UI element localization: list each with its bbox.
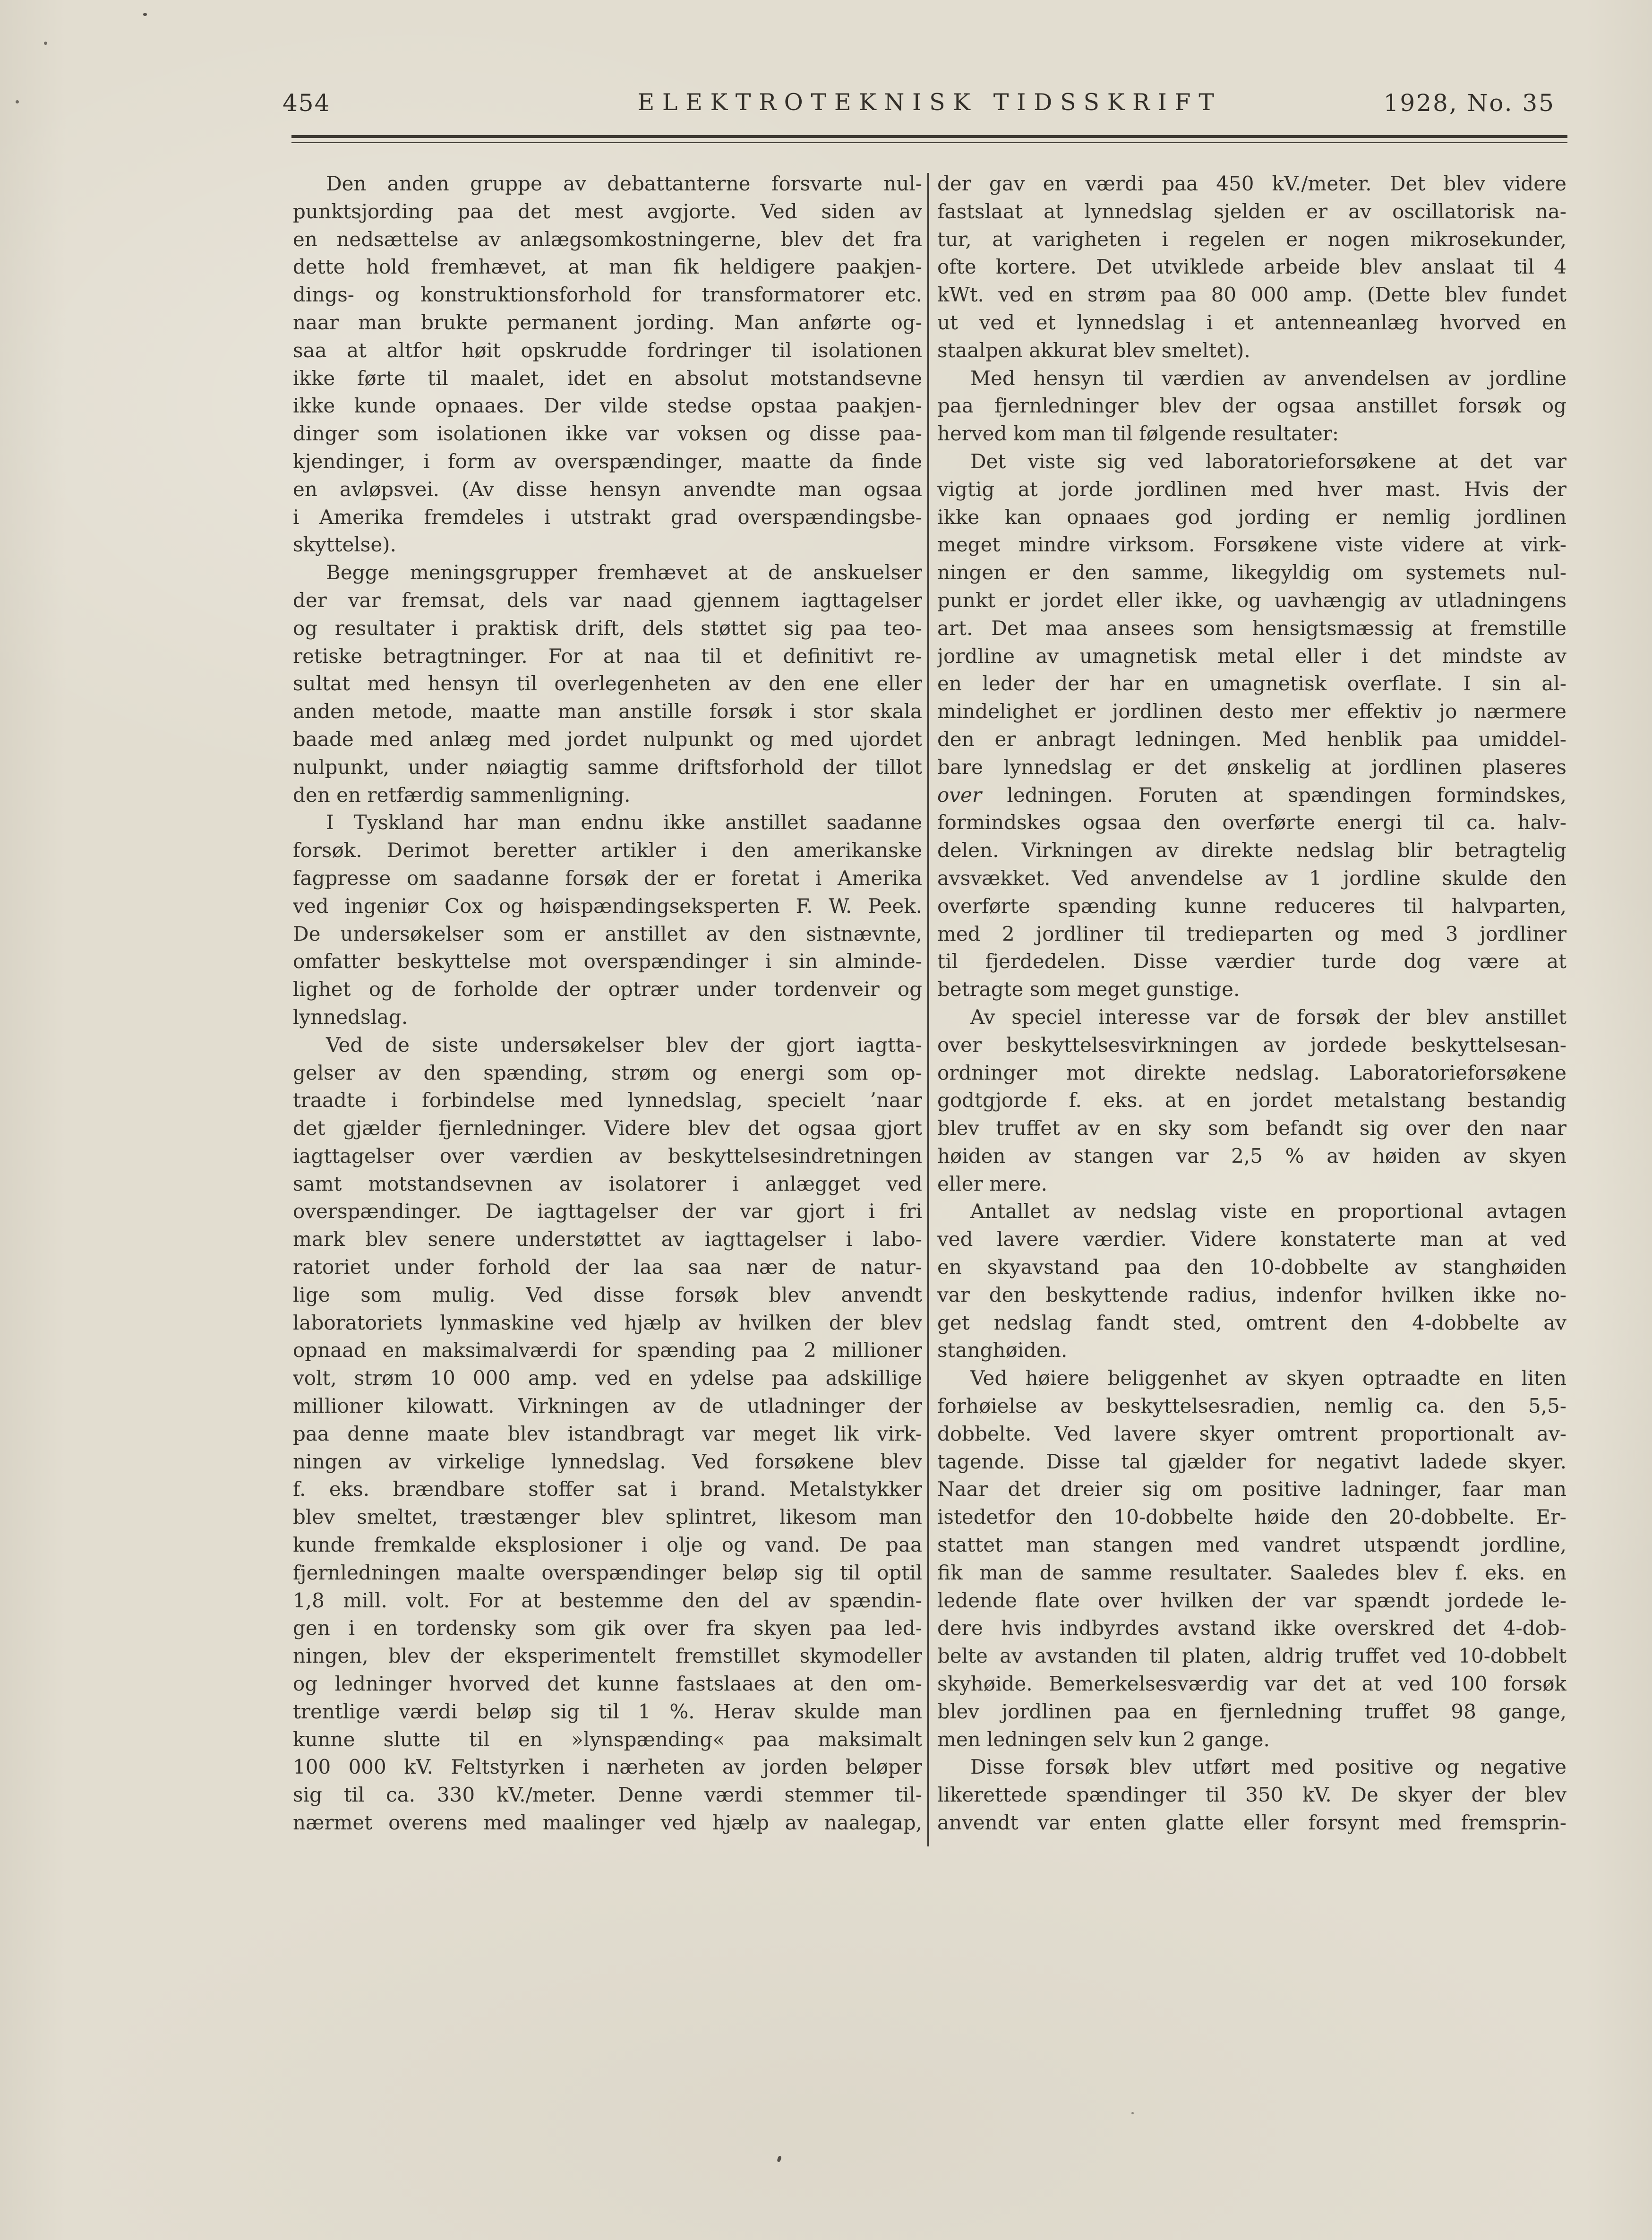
text-line: overførte spænding kunne reduceres til halvparten, [937,894,1566,918]
text-line: fjernledningen maalte overspændinger beløp sig til optil [293,1561,922,1584]
text-line: til fjerdedelen. Disse værdier turde dog være at [937,950,1566,973]
text-line: punktsjording paa det mest avgjorte. Ved siden av [293,199,922,223]
paper-speck [1131,2112,1134,2114]
text-line: sultat med hensyn til overlegenheten av den ene eller [293,672,922,695]
text-line: eller mere. [937,1172,1047,1195]
text-line: trentlige værdi beløp sig til 1 %. Herav skulde man [293,1699,922,1723]
text-line: lige som mulig. Ved disse forsøk blev anvendt [293,1283,922,1306]
text-line: den er anbragt ledningen. Med henblik paa umiddel- [937,727,1566,751]
text-line: paa fjernledninger blev der ogsaa anstillet forsøk og [937,394,1566,418]
text-line: laboratoriets lynmaskine ved hjælp av hvilken der blev [293,1311,922,1334]
text-line: Med hensyn til værdien av anvendelsen av jordline [970,366,1566,390]
text-line: blev truffet av en sky som befandt sig over den naar [937,1116,1566,1140]
text-line: ledende flate over hvilken der var spændt jordede le- [937,1588,1566,1612]
text-line: men ledningen selv kun 2 gange. [937,1727,1270,1751]
text-line: dinger som isolationen ikke var voksen og disse paa- [293,422,922,446]
text-line: fagpresse om saadanne forsøk der er foretat i Amerika [293,866,922,890]
text-line: Ved de siste undersøkelser blev der gjort iagtta- [326,1033,922,1056]
journal-title: ELEKTROTEKNISK TIDSSKRIFT [637,89,1222,116]
text-line: omfatter beskyttelse mot overspændinger i sin alminde- [293,950,922,973]
text-line: overspændinger. De iagttagelser der var gjort i fri [293,1200,922,1223]
paper-speck [44,42,47,45]
text-line: en skyavstand paa den 10-dobbelte av stanghøiden [937,1255,1566,1279]
text-line: en avløpsvei. (Av disse hensyn anvendte man ogsaa [293,477,922,501]
text-line: kWt. ved en strøm paa 80 000 amp. (Dette blev fundet [937,283,1566,307]
text-line: vigtig at jorde jordlinen med hver mast. Hvis der [937,477,1566,501]
text-line: ordninger mot direkte nedslag. Laboratorieforsøkene [937,1061,1566,1084]
text-line: ningen, blev der eksperimentelt fremstillet skymodeller [293,1644,922,1668]
header-rule-thick [291,135,1567,138]
text-line: 1,8 mill. volt. For at bestemme den del av spændin- [293,1588,922,1612]
text-line: det gjælder fjernledninger. Videre blev det ogsaa gjort [293,1116,922,1140]
text-line: avsvækket. Ved anvendelse av 1 jordline skulde den [937,866,1566,890]
issue-number: 1928, No. 35 [1383,89,1555,117]
text-line: De undersøkelser som er anstillet av den sistnævnte, [293,922,922,945]
text-line: ningen av virkelige lynnedslag. Ved forsøkene blev [293,1450,922,1473]
paper-speck [143,13,147,16]
column-divider-rule [927,173,929,1846]
text-line: i Amerika fremdeles i utstrakt grad overspændingsbe- [293,505,922,529]
page-number: 454 [282,89,331,117]
text-line: dobbelte. Ved lavere skyer omtrent proportionalt av- [937,1422,1566,1445]
text-line: Det viste sig ved laboratorieforsøkene at det var [970,449,1566,473]
text-line: herved kom man til følgende resultater: [937,422,1339,446]
text-line: forsøk. Derimot beretter artikler i den amerikanske [293,839,922,862]
paper-speck [777,2155,782,2163]
text-line: lynnedslag. [293,1005,408,1029]
text-line: art. Det maa ansees som hensigtsmæssig at fremstille [937,616,1566,640]
text-line: retiske betragtninger. For at naa til et definitivt re- [293,644,922,668]
text-line: saa at altfor høit opskrudde fordringer til isolationen [293,338,922,362]
text-line: der var fremsat, dels var naad gjennem iagttagelser [293,588,922,612]
text-line: mindelighet er jordlinen desto mer effektiv jo nærmere [937,700,1566,723]
text-line: med 2 jordliner til tredieparten og med 3 jordliner [937,922,1566,945]
header-rule-thin [291,142,1567,143]
text-line: Av speciel interesse var de forsøk der blev anstillet [970,1005,1566,1029]
text-line: jordline av umagnetisk metal eller i det mindste av [937,644,1566,668]
text-line: kjendinger, i form av overspændinger, maatte da finde [293,449,922,473]
text-line: ved ingeniør Cox og høispændingseksperten F. W. Peek. [293,894,922,918]
text-line: fik man de samme resultater. Saaledes blev f. eks. en [937,1561,1566,1584]
text-line: og ledninger hvorved det kunne fastslaaes at den om- [293,1672,922,1696]
text-line: ikke kan opnaaes god jording er nemlig jordlinen [937,505,1566,529]
text-line: ikke kunde opnaaes. Der vilde stedse opstaa paakjen- [293,394,922,418]
text-line: millioner kilowatt. Virkningen av de utladninger der [293,1394,922,1418]
text-line: ningen er den samme, likegyldig om systemets nul- [937,561,1566,584]
text-line: Ved høiere beliggenhet av skyen optraadte en liten [970,1366,1566,1390]
text-line: ikke førte til maalet, idet en absolut motstandsevne [293,366,922,390]
text-line: naar man brukte permanent jording. Man anførte og- [293,310,922,334]
text-line: høiden av stangen var 2,5 % av høiden av skyen [937,1144,1566,1167]
text-line: baade med anlæg med jordet nulpunkt og med ujordet [293,727,922,751]
text-line: tur, at varigheten i regelen er nogen mikrosekunder, [937,227,1566,251]
text-line: godtgjorde f. eks. at en jordet metalstang bestandig [937,1089,1566,1112]
text-line: Disse forsøk blev utført med positive og negative [970,1755,1566,1779]
text-line: iagttagelser over værdien av beskyttelsesindretningen [293,1144,922,1167]
text-line: ved lavere værdier. Videre konstaterte man at ved [937,1227,1566,1251]
text-line: forhøielse av beskyttelsesradien, nemlig ca. den 5,5- [937,1394,1566,1418]
text-line: dette hold fremhævet, at man fik heldigere paakjen- [293,255,922,279]
text-line: istedetfor den 10-dobbelte høide den 20-dobbelte. Er- [937,1505,1566,1529]
text-line: kunde fremkalde eksplosioner i olje og vand. De paa [293,1533,922,1557]
text-line: og resultater i praktisk drift, dels støttet sig paa teo- [293,616,922,640]
text-line: en nedsættelse av anlægsomkostningerne, blev det fra [293,227,922,251]
text-line: staalpen akkurat blev smeltet). [937,338,1250,362]
text-line: mark blev senere understøttet av iagttagelser i labo- [293,1227,922,1251]
text-line: nærmet overens med maalinger ved hjælp av naalegap, [293,1811,922,1835]
text-line: fastslaat at lynnedslag sjelden er av oscillatorisk na- [937,199,1566,223]
text-line: Den anden gruppe av debattanterne forsvarte nul- [326,172,922,195]
text-line: delen. Virkningen av direkte nedslag blir betragtelig [937,839,1566,862]
text-line: bare lynnedslag er det ønskelig at jordlinen plaseres [937,755,1566,779]
text-line: formindskes ogsaa den overførte energi til ca. halv- [937,811,1566,834]
text-line: traadte i forbindelse med lynnedslag, specielt ’naar [293,1089,922,1112]
text-line: f. eks. brændbare stoffer sat i brand. Metalstykker [293,1477,922,1501]
text-line: gelser av den spænding, strøm og energi som op- [293,1061,922,1084]
text-line: meget mindre virksom. Forsøkene viste videre at virk- [937,533,1566,557]
text-column-left [293,170,922,1837]
text-line: blev jordlinen paa en fjernledning truffet 98 gange, [937,1699,1566,1723]
text-line: dings- og konstruktionsforhold for transformatorer etc. [293,283,922,307]
paper-speck [16,100,19,103]
text-line: skyhøide. Bemerkelsesværdig var det at ved 100 forsøk [937,1672,1566,1696]
text-line: dere hvis indbyrdes avstand ikke overskred det 4-dob- [937,1616,1566,1640]
text-line: Antallet av nedslag viste en proportional avtagen [970,1200,1566,1223]
text-line: Naar det dreier sig om positive ladninger, faar man [937,1477,1566,1501]
text-line: samt motstandsevnen av isolatorer i anlægget ved [293,1172,922,1195]
text-line: nulpunkt, under nøiagtig samme driftsforhold der tillot [293,755,922,779]
text-line: Begge meningsgrupper fremhævet at de anskuelser [326,561,922,584]
text-line: over ledningen. Foruten at spændingen formindskes, [937,783,1566,807]
text-line: den en retfærdig sammenligning. [293,783,631,807]
text-line: anvendt var enten glatte eller forsynt med fremsprin- [937,1811,1566,1835]
text-line: belte av avstanden til platen, aldrig truffet ved 10-dobbelt [937,1644,1566,1668]
text-line: punkt er jordet eller ikke, og uavhængig av utladningens [937,588,1566,612]
text-line: likerettede spændinger til 350 kV. De skyer der blev [937,1783,1566,1807]
text-column-right [937,170,1566,1837]
text-line: 100 000 kV. Feltstyrken i nærheten av jorden beløper [293,1755,922,1779]
text-line: ut ved et lynnedslag i et antenneanlæg hvorved en [937,310,1566,334]
text-line: anden metode, maatte man anstille forsøk i stor skala [293,700,922,723]
text-line: over beskyttelsesvirkningen av jordede beskyttelsesan- [937,1033,1566,1056]
text-line: tagende. Disse tal gjælder for negativt ladede skyer. [937,1450,1566,1473]
text-line: get nedslag fandt sted, omtrent den 4-dobbelte av [937,1311,1566,1334]
text-line: blev smeltet, træstænger blev splintret, likesom man [293,1505,922,1529]
text-line: volt, strøm 10 000 amp. ved en ydelse paa adskillige [293,1366,922,1390]
text-line: betragte som meget gunstige. [937,978,1240,1001]
text-line: var den beskyttende radius, indenfor hvilken ikke no- [937,1283,1566,1306]
text-line: ofte kortere. Det utviklede arbeide blev anslaat til 4 [937,255,1566,279]
text-line: paa denne maate blev istandbragt var meget lik virk- [293,1422,922,1445]
text-line: I Tyskland har man endnu ikke anstillet saadanne [326,811,922,834]
text-line: sig til ca. 330 kV./meter. Denne værdi stemmer til- [293,1783,922,1807]
text-line: skyttelse). [293,533,396,557]
text-line: gen i en tordensky som gik over fra skyen paa led- [293,1616,922,1640]
text-line: kunne slutte til en »lynspænding« paa maksimalt [293,1727,922,1751]
text-line: der gav en værdi paa 450 kV./meter. Det blev videre [937,172,1566,195]
text-line: lighet og de forholde der optrær under tordenveir og [293,978,922,1001]
text-line: ratoriet under forhold der laa saa nær de natur- [293,1255,922,1279]
text-line: opnaad en maksimalværdi for spænding paa 2 millioner [293,1339,922,1362]
text-line: en leder der har en umagnetisk overflate. I sin al- [937,672,1566,695]
text-line: stanghøiden. [937,1339,1068,1362]
text-line: stattet man stangen med vandret utspændt jordline, [937,1533,1566,1557]
